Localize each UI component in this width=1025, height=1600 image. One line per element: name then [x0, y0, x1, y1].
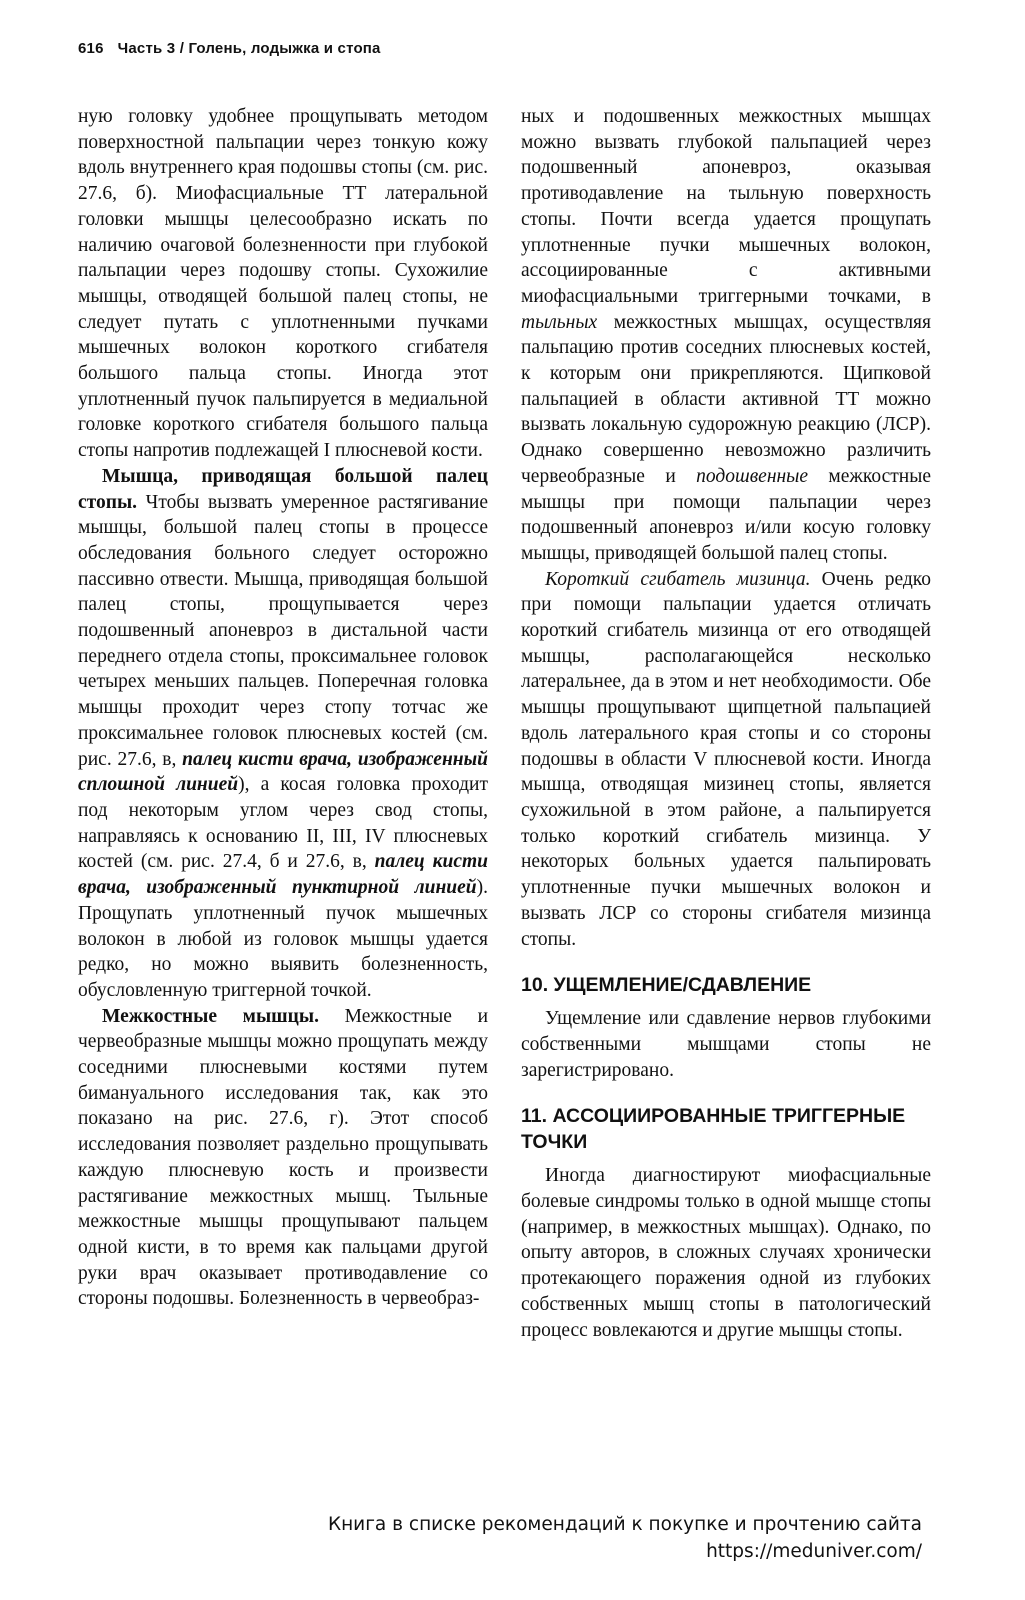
- paragraph-text: межкостные мышцы при помощи пальпации через подошвенный апоневроз и/или косую головку мышцы, приводящей большой палец стопы.: [521, 465, 931, 564]
- paragraph-text: ). Прощупать уплотненный пучок мышечных волокон в любой из головок мышцы удается редко, но можно выявить болезненность, обусловленную триггерной точкой.: [78, 877, 488, 1001]
- paragraph-continued: [521, 104, 931, 567]
- section-11-text: Иногда диагностируют миофасциальные болевые синдромы только в одной мышце стопы (например, в межкостных мышцах). Однако, по опыту авторов, в сложных случаях хронически протекающего поражения одной из глубоких собственных мышц стопы в патологический процесс вовлекаются и другие мышцы стопы.: [521, 1165, 931, 1341]
- running-head: [78, 40, 381, 57]
- left-column: [78, 104, 488, 1312]
- paragraph-text: Межкостные и червеобразные мышцы можно прощупать между соседними плюсневыми костями путем бимануального исследования так, как это показано на рис. 27.6, г). Этот способ исследования позволяет раздельно прощупывать каждую плюсневую кость и произвести растягивание межкостных мышц. Тыльные межкостные мышцы прощупывают пальцем одной кисти, в то время как пальцами другой руки врач оказывает противодавление со стороны подошвы. Болезненность в червеобраз-: [78, 1005, 489, 1310]
- running-title: Часть 3 / Голень, лодыжка и стопа: [117, 40, 381, 57]
- italic-term: тыльных: [521, 311, 598, 333]
- page-number: 616: [78, 40, 104, 57]
- paragraph-text: ных и подошвенных межкостных мышцах можно вызвать глубокой пальпацией через подошвенный апоневроз, оказывая противодавление на тыльную поверхность стопы. Почти всегда удается прощупать уплотненные пучки мышечных волокон, ассоциированные с активными миофасциальными триггерными точками, в: [521, 106, 931, 307]
- figure-note: палец кисти врача, изображенный сплошной линией: [78, 748, 488, 796]
- paragraph-lead: Короткий сгибатель мизинца.: [545, 568, 811, 590]
- figure-note: палец кисти врача, изображенный пунктирной линией: [78, 851, 488, 899]
- section-10-text: Ущемление или сдавление нервов глубокими собственными мышцами стопы не зарегистрировано.: [521, 1008, 931, 1081]
- right-column: [521, 104, 931, 1343]
- italic-term: подошвенные: [696, 465, 809, 487]
- paragraph-text: Очень редко при помощи пальпации удается отличать короткий сгибатель мизинца от его отводящей мышцы, располагающейся несколько латеральнее, да в этом и нет необходимости. Обе мышцы прощупывают щипцетной пальпацией вдоль латерального края стопы и со стороны подошвы в области V плюсневой кости. Иногда мышца, отводящая мизинец стопы, является сухожильной в этом районе, а пальпируется только короткий сгибатель мизинца. У некоторых больных удается пальпировать уплотненные пучки мышечных волокон и вызвать ЛСР со стороны сгибателя мизинца стопы.: [521, 568, 931, 950]
- paragraph-text: Чтобы вызвать умеренное растягивание мышцы, большой палец стопы в процессе обследования больного следует осторожно пассивно отвести. Мышца, приводящая большой палец стопы, прощупывается через подошвенный апоневроз в дистальной части переднего отдела стопы, проксимальнее головок четырех меньших пальцев. Поперечная головка мышцы проходит через стопу тотчас же проксимальнее головок плюсневых костей (см. рис. 27.6, в,: [78, 491, 488, 770]
- watermark-footer: Книга в списке рекомендаций к покупке и прочтению сайта https://meduniver.com/: [327, 1514, 922, 1562]
- paragraph-adductor-hallucis: [78, 464, 488, 1004]
- paragraph-flexor-digiti-minimi: [521, 567, 931, 953]
- paragraph-lead: Межкостные мышцы.: [102, 1005, 319, 1027]
- paragraph-lead: Мышца, приводящая большой палец стопы.: [78, 465, 488, 513]
- paragraph-text: межкостных мышцах, осуществляя пальпацию против соседних плюсневых костей, к которым они прикрепляются. Щипковой пальпацией в области активной ТТ можно вызвать локальную судорожную реакцию (ЛСР). Однако совершенно невозможно различить червеобразные и: [521, 311, 931, 487]
- section-heading-11: 11. АССОЦИИРОВАННЫЕ ТРИГГЕРНЫЕ ТОЧКИ: [521, 1105, 906, 1154]
- paragraph-continued: ную головку удобнее прощупывать методом поверхностной пальпации через тонкую кожу вдоль внутреннего края подошвы стопы (см. рис. 27.6, б). Миофасциальные ТТ латеральной головки мышцы целесообразно искать по наличию очаговой болезненности при глубокой пальпации через подошву стопы. Сухожилие мышцы, отводящей большой палец стопы, не следует путать с уплотненными пучками мышечных волокон короткого сгибателя большого пальца стопы. Иногда этот уплотненный пучок пальпируется в медиальной головке короткого сгибателя большого пальца стопы напротив подлежащей I плюсневой кости.: [78, 106, 488, 462]
- paragraph-interossei: [78, 1004, 488, 1312]
- paragraph-text: ), а косая головка проходит под некоторым углом через свод стопы, направляясь к основанию II, III, IV плюсневых костей (см. рис. 27.4, б и 27.6, в,: [78, 774, 488, 873]
- section-heading-10: 10. УЩЕМЛЕНИЕ/СДАВЛЕНИЕ: [521, 974, 812, 997]
